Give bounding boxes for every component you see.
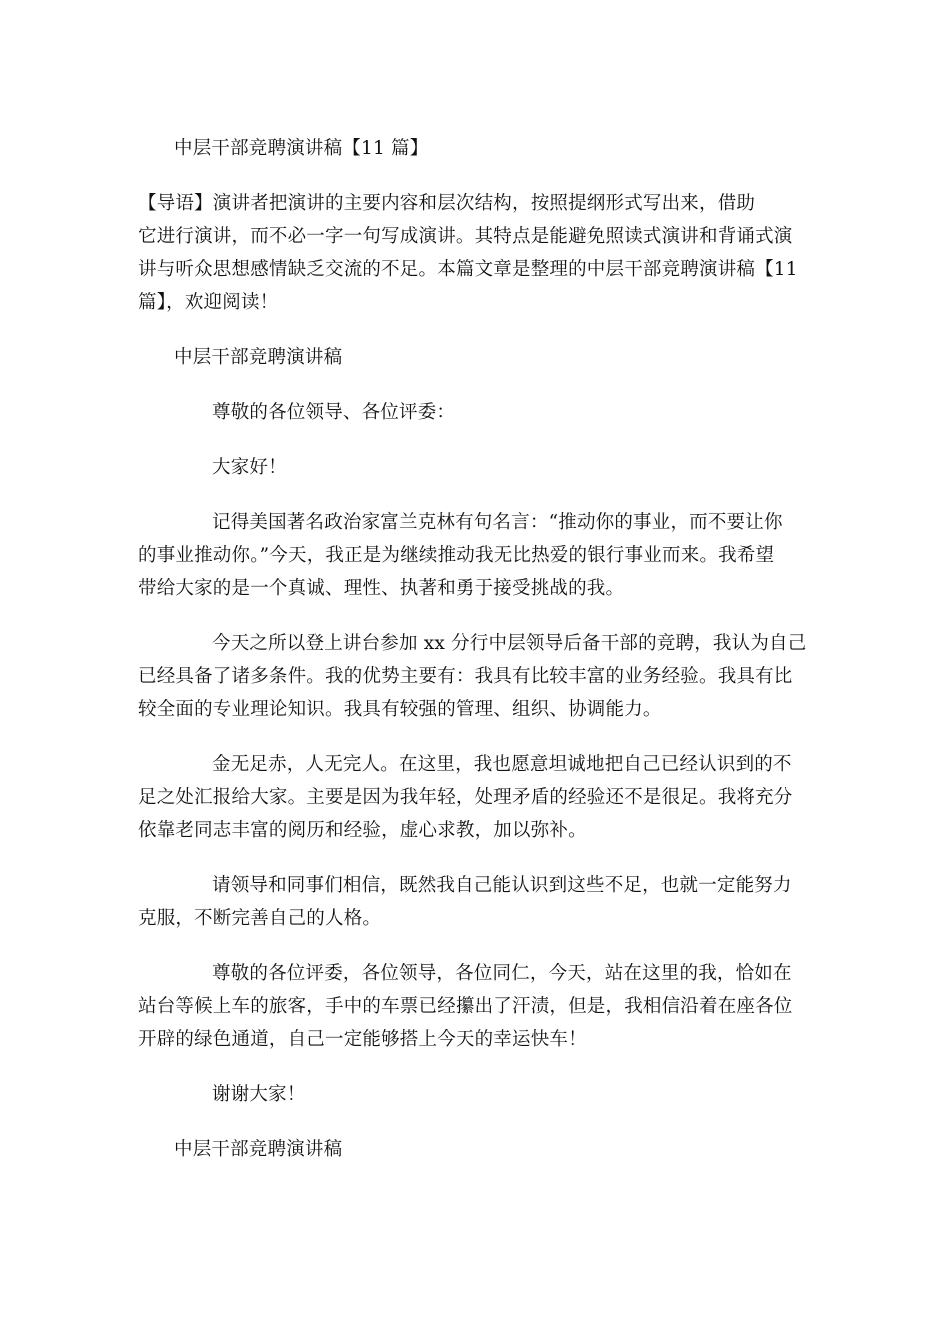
paragraph-2-line-3: 较全面的专业理论知识。我具有较强的管理、组织、协调能力。 (138, 699, 662, 720)
paragraph-3-line-2: 足之处汇报给大家。主要是因为我年轻，处理矛盾的经验还不是很足。我将充分 (138, 787, 793, 808)
intro-line-1: 【导语】演讲者把演讲的主要内容和层次结构，按照提纲形式写出来，借助 (138, 193, 756, 214)
paragraph-4-line-1: 请领导和同事们相信，既然我自己能认识到这些不足，也就一定能努力 (212, 875, 792, 896)
intro-line-4: 篇】，欢迎阅读！ (138, 292, 279, 313)
paragraph-3-line-1: 金无足赤，人无完人。在这里，我也愿意坦诚地把自己已经认识到的不 (212, 754, 792, 775)
paragraph-4-line-2: 克服，不断完善自己的人格。 (138, 908, 382, 929)
closing: 谢谢大家！ (212, 1084, 306, 1105)
paragraph-5-line-2: 站台等候上车的旅客，手中的车票已经攥出了汗渍，但是，我相信沿着在座各位 (138, 996, 793, 1017)
paragraph-1-line-1: 记得美国著名政治家富兰克林有句名言：“推动你的事业，而不要让你 (212, 512, 783, 533)
paragraph-2-line-2: 已经具备了诸多条件。我的优势主要有：我具有比较丰富的业务经验。我具有比 (138, 666, 793, 687)
paragraph-1-line-2: 的事业推动你。”今天，我正是为继续推动我无比热爱的银行事业而来。我希望 (138, 545, 775, 566)
paragraph-5-line-1: 尊敬的各位评委，各位领导，各位同仁，今天，站在这里的我，恰如在 (212, 963, 792, 984)
paragraph-3-line-3: 依靠老同志丰富的阅历和经验，虚心求教，加以弥补。 (138, 820, 587, 841)
section-heading: 中层干部竞聘演讲稿 (174, 347, 343, 368)
paragraph-2-line-1: 今天之所以登上讲台参加 xx 分行中层领导后备干部的竞聘，我认为自己 (212, 633, 807, 654)
intro-line-2: 它进行演讲，而不必一字一句写成演讲。其特点是能避免照读式演讲和背诵式演 (138, 226, 793, 247)
greeting: 大家好！ (212, 457, 287, 478)
document-title: 中层干部竞聘演讲稿【11 篇】 (174, 138, 429, 159)
paragraph-5-line-3: 开辟的绿色通道，自己一定能够搭上今天的幸运快车！ (138, 1029, 587, 1050)
intro-line-3: 讲与听众思想感情缺乏交流的不足。本篇文章是整理的中层干部竞聘演讲稿【11 (138, 259, 798, 280)
section-heading-2: 中层干部竞聘演讲稿 (174, 1139, 343, 1160)
paragraph-1-line-3: 带给大家的是一个真诚、理性、执著和勇于接受挑战的我。 (138, 578, 625, 599)
salutation: 尊敬的各位领导、各位评委： (212, 402, 456, 423)
